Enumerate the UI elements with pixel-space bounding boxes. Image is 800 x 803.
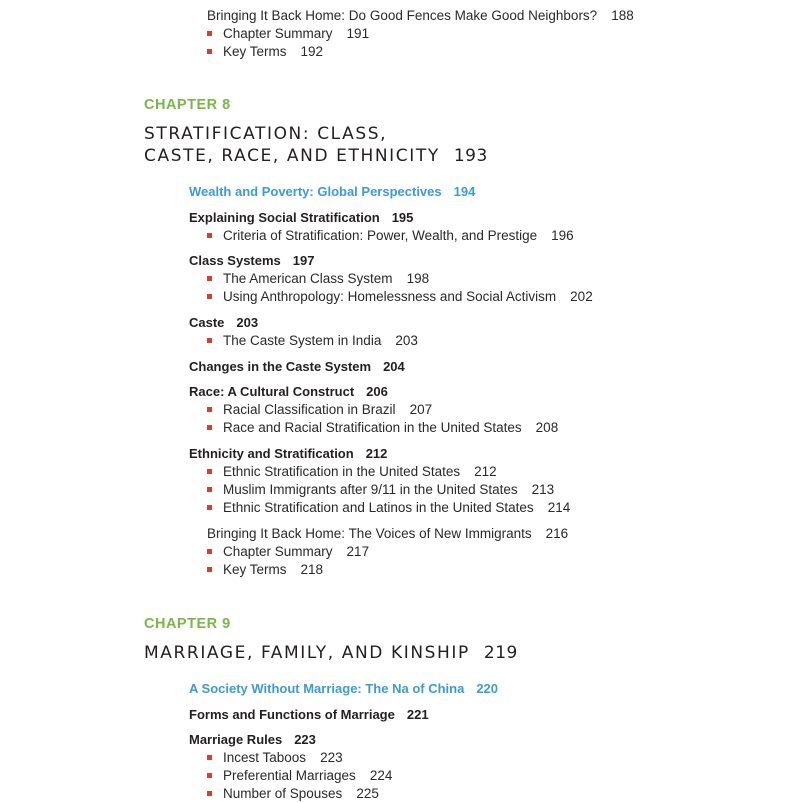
toc-subitem <box>207 767 392 785</box>
chapter-title-text: MARRIAGE, FAMILY, AND KINSHIP <box>144 643 470 663</box>
entry-title: Incest Taboos <box>223 750 307 765</box>
toc-subitem <box>207 227 574 245</box>
chapter-page: 193 <box>453 146 488 166</box>
square-bullet-icon <box>207 469 212 474</box>
entry-title: Bringing It Back Home: Do Good Fences Make Good Neighbors? <box>207 8 598 23</box>
toc-subitem <box>207 481 554 499</box>
chapter-9-title <box>144 641 518 665</box>
toc-subitem <box>207 25 369 43</box>
chapter-9-label: CHAPTER 9 <box>144 616 231 632</box>
section-title: Forms and Functions of Marriage <box>189 707 395 722</box>
section-title: Ethnicity and Stratification <box>189 446 354 461</box>
square-bullet-icon <box>207 294 212 299</box>
entry-page: 213 <box>531 482 555 497</box>
bringing-home-entry <box>207 525 568 543</box>
entry-title: Ethnic Stratification in the United States <box>223 464 461 479</box>
entry-title: The American Class System <box>223 271 393 286</box>
section-heading <box>189 383 388 401</box>
chapter-title-text: CASTE, RACE, AND ETHNICITY <box>144 146 440 166</box>
chapter-9-feature <box>189 680 498 698</box>
chapter-8-title-line1: STRATIFICATION: CLASS, <box>144 124 388 144</box>
entry-page: 217 <box>346 544 370 559</box>
feature-page: 220 <box>476 681 499 696</box>
entry-page: 224 <box>369 768 393 783</box>
entry-page: 212 <box>474 464 497 479</box>
section-title: Marriage Rules <box>189 732 283 747</box>
feature-title: A Society Without Marriage: The Na of China <box>189 681 465 696</box>
entry-title: Number of Spouses <box>223 786 343 801</box>
entry-page: 203 <box>395 333 418 348</box>
entry-page: 207 <box>409 402 433 417</box>
toc-subitem <box>207 332 418 350</box>
square-bullet-icon <box>207 791 212 796</box>
entry-page: 202 <box>570 289 593 304</box>
section-heading <box>189 252 314 270</box>
square-bullet-icon <box>207 487 212 492</box>
square-bullet-icon <box>207 49 212 54</box>
entry-page: 188 <box>611 8 634 23</box>
square-bullet-icon <box>207 31 212 36</box>
square-bullet-icon <box>207 505 212 510</box>
chapter-8-label: CHAPTER 8 <box>144 97 231 113</box>
toc-subitem <box>207 43 323 61</box>
entry-title: Bringing It Back Home: The Voices of New Immigrants <box>207 526 532 541</box>
entry-page: 218 <box>300 562 324 577</box>
toc-subitem <box>207 785 379 803</box>
toc-subitem <box>207 543 369 561</box>
entry-title: Chapter Summary <box>223 544 333 559</box>
chapter-8-title-line2 <box>144 144 488 168</box>
toc-subitem <box>207 288 593 306</box>
toc-subitem <box>207 419 558 437</box>
square-bullet-icon <box>207 407 212 412</box>
entry-title: Key Terms <box>223 44 287 59</box>
toc-subitem <box>207 561 323 579</box>
entry-page: 216 <box>545 526 569 541</box>
section-page: 203 <box>236 315 259 330</box>
section-page: 212 <box>365 446 388 461</box>
entry-title: Criteria of Stratification: Power, Wealth, and Prestige <box>223 228 538 243</box>
section-page: 206 <box>366 384 388 399</box>
square-bullet-icon <box>207 755 212 760</box>
section-title: Changes in the Caste System <box>189 359 372 374</box>
entry-title: Ethnic Stratification and Latinos in the United States <box>223 500 534 515</box>
entry-title: Chapter Summary <box>223 26 333 41</box>
section-title: Class Systems <box>189 253 281 268</box>
toc-subitem <box>207 749 343 767</box>
entry-page: 225 <box>356 786 379 801</box>
section-page: 195 <box>391 210 414 225</box>
entry-title: Race and Racial Stratification in the United States <box>223 420 522 435</box>
entry-title: Key Terms <box>223 562 287 577</box>
entry-title: Preferential Marriages <box>223 768 356 783</box>
square-bullet-icon <box>207 233 212 238</box>
toc-subitem <box>207 499 570 517</box>
section-heading <box>189 445 387 463</box>
square-bullet-icon <box>207 338 212 343</box>
section-heading <box>189 731 316 749</box>
entry-page: 223 <box>320 750 343 765</box>
toc-subitem <box>207 270 429 288</box>
section-heading <box>189 358 405 376</box>
section-title: Explaining Social Stratification <box>189 210 380 225</box>
square-bullet-icon <box>207 773 212 778</box>
section-heading <box>189 706 429 724</box>
section-page: 204 <box>383 359 405 374</box>
chapter-8-feature <box>189 183 475 201</box>
section-heading <box>189 314 258 332</box>
entry-title: The Caste System in India <box>223 333 382 348</box>
entry-page: 191 <box>346 26 370 41</box>
section-title: Race: A Cultural Construct <box>189 384 355 399</box>
section-heading <box>189 209 413 227</box>
entry-title: Muslim Immigrants after 9/11 in the United States <box>223 482 518 497</box>
entry-title: Using Anthropology: Homelessness and Social Activism <box>223 289 557 304</box>
toc-subitem <box>207 401 432 419</box>
square-bullet-icon <box>207 567 212 572</box>
chapter-page: 219 <box>483 643 518 663</box>
entry-page: 208 <box>535 420 559 435</box>
entry-page: 198 <box>406 271 430 286</box>
entry-page: 192 <box>300 44 324 59</box>
feature-title: Wealth and Poverty: Global Perspectives <box>189 184 442 199</box>
bringing-home-entry <box>207 7 634 25</box>
entry-title: Racial Classification in Brazil <box>223 402 396 417</box>
toc-subitem <box>207 463 497 481</box>
square-bullet-icon <box>207 549 212 554</box>
feature-page: 194 <box>453 184 476 199</box>
square-bullet-icon <box>207 425 212 430</box>
entry-page: 214 <box>547 500 571 515</box>
section-title: Caste <box>189 315 225 330</box>
section-page: 223 <box>294 732 316 747</box>
entry-page: 196 <box>551 228 574 243</box>
section-page: 221 <box>406 707 429 722</box>
square-bullet-icon <box>207 276 212 281</box>
section-page: 197 <box>292 253 315 268</box>
